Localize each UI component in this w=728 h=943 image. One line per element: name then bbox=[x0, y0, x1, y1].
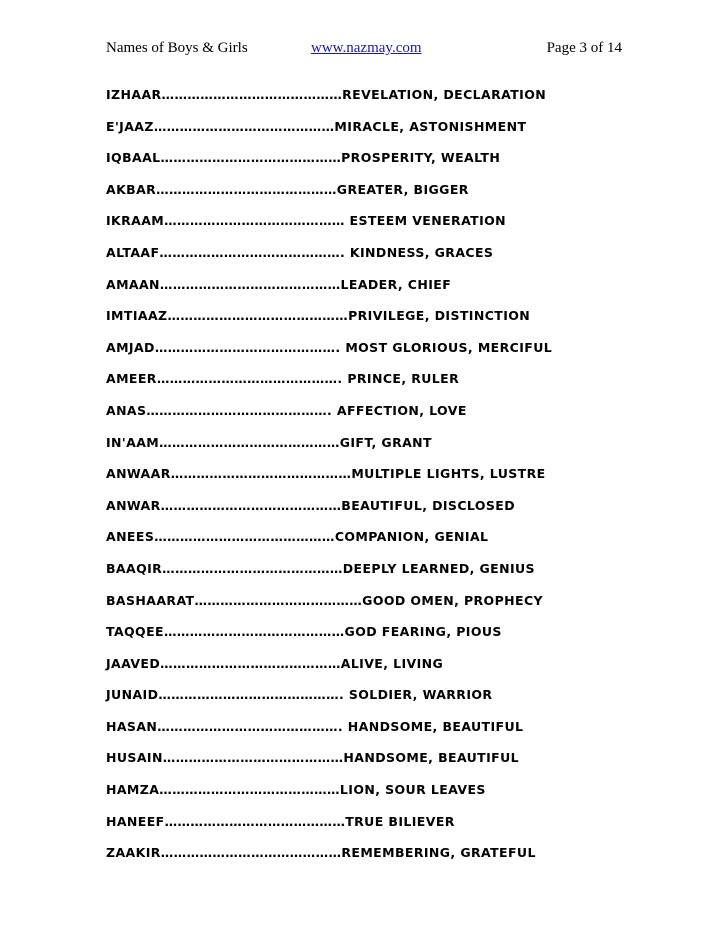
name-entry: BASHAARAT…………………………………GOOD OMEN, PROPHECY bbox=[106, 592, 543, 608]
name-entry: IKRAAM…………………………………… ESTEEM VENERATION bbox=[106, 213, 507, 229]
name-entry: IN'AAM……………………………………GIFT, GRANT bbox=[106, 434, 432, 450]
name-entry: TAQQEE……………………………………GOD FEARING, PIOUS bbox=[106, 624, 502, 640]
name-entry: IQBAAL……………………………………PROSPERITY, WEALTH bbox=[106, 150, 501, 166]
page-header bbox=[106, 40, 622, 60]
name-entry: HAMZA……………………………………LION, SOUR LEAVES bbox=[106, 782, 486, 798]
name-entry: AKBAR……………………………………GREATER, BIGGER bbox=[106, 181, 469, 197]
name-entry: IZHAAR……………………………………REVELATION, DECLARATION bbox=[106, 87, 547, 102]
name-entry: ALTAAF……………………………………. KINDNESS, GRACES bbox=[106, 244, 494, 260]
name-entry: ZAAKIR……………………………………REMEMBERING, GRATEFUL bbox=[106, 845, 536, 861]
website-link[interactable]: www.nazmay.com bbox=[311, 40, 422, 56]
name-entry: E'JAAZ……………………………………MIRACLE, ASTONISHMENT bbox=[106, 118, 527, 134]
name-entry: JUNAID……………………………………. SOLDIER, WARRIOR bbox=[106, 687, 493, 703]
name-entry: ANAS……………………………………. AFFECTION, LOVE bbox=[106, 402, 467, 418]
name-entry: BAAQIR……………………………………DEEPLY LEARNED, GENIUS bbox=[106, 560, 535, 576]
name-entry: HANEEF……………………………………TRUE BILIEVER bbox=[106, 813, 455, 829]
name-entry: ANWAAR……………………………………MULTIPLE LIGHTS, LUSTRE bbox=[106, 466, 546, 482]
name-entry: ANWAR……………………………………BEAUTIFUL, DISCLOSED bbox=[106, 497, 515, 513]
names-list bbox=[106, 86, 626, 876]
name-entry: HUSAIN……………………………………HANDSOME, BEAUTIFUL bbox=[106, 750, 520, 766]
name-entry: AMAAN……………………………………LEADER, CHIEF bbox=[106, 276, 452, 292]
name-entry: HASAN……………………………………. HANDSOME, BEAUTIFUL bbox=[106, 718, 524, 734]
name-entry: IMTIAAZ……………………………………PRIVILEGE, DISTINCTION bbox=[106, 308, 531, 324]
name-entry: JAAVED……………………………………ALIVE, LIVING bbox=[106, 655, 444, 671]
name-entry: ANEES……………………………………COMPANION, GENIAL bbox=[106, 529, 489, 545]
name-entry: AMJAD……………………………………. MOST GLORIOUS, MERCIFUL bbox=[106, 339, 553, 355]
document-title: Names of Boys & Girls bbox=[106, 40, 248, 56]
page-number: Page 3 of 14 bbox=[546, 40, 622, 56]
name-entry: AMEER……………………………………. PRINCE, RULER bbox=[106, 371, 460, 387]
